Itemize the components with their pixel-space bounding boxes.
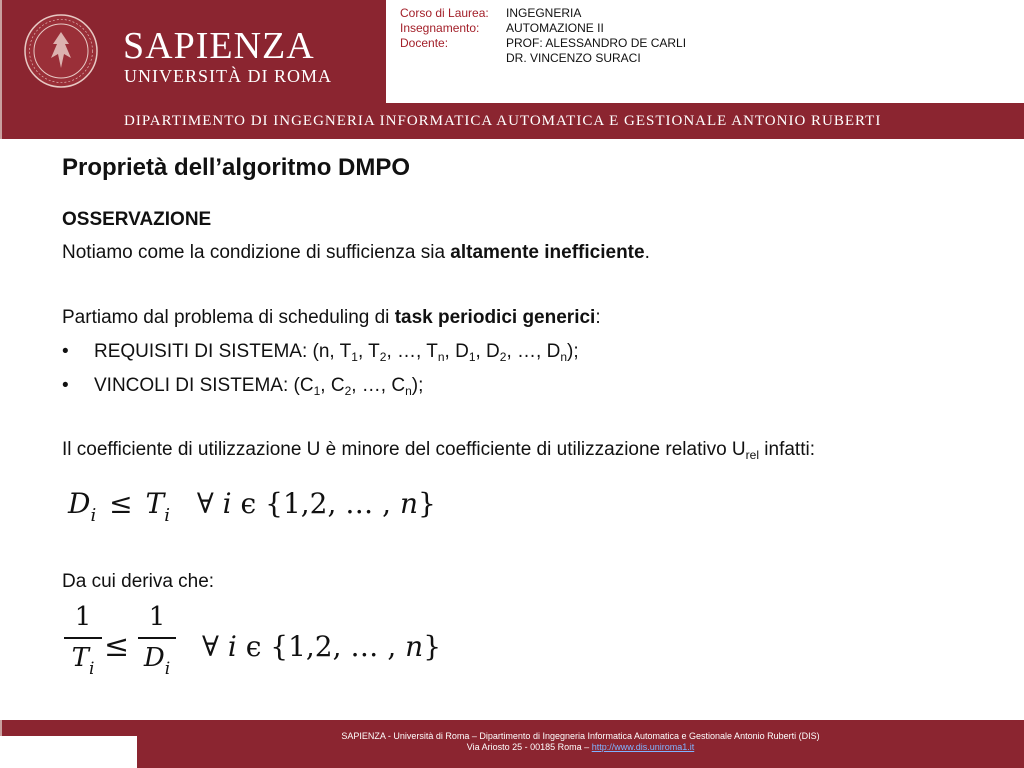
- course-info-row: [400, 51, 686, 66]
- subject-value: AUTOMAZIONE II: [506, 21, 604, 35]
- teacher-label-2: [400, 51, 506, 66]
- bullet-constraints-text: VINCOLI DI SISTEMA: ($C_1$, $C_2$, …, $C_n$);: [94, 375, 424, 398]
- slide-title: Proprietà dell’algoritmo DMPO: [62, 154, 411, 181]
- band-edge: [0, 103, 2, 139]
- university-name: SAPIENZA: [123, 25, 315, 67]
- course-info-row: [400, 6, 686, 21]
- fraction-one-over-t: 1 $T_i$: [64, 602, 102, 692]
- course-value: INGEGNERIA: [506, 6, 582, 20]
- footer-line-2: [137, 741, 1024, 753]
- paragraph-3: Il coefficiente di utilizzazione U è minore del coefficiente di utilizzazione relativo $U_{rel}$ infatti:: [62, 439, 815, 462]
- bullet-dot: •: [62, 341, 69, 362]
- header-logo-block: [0, 0, 386, 103]
- paragraph-2-end: :: [595, 307, 601, 328]
- footer-link[interactable]: http://www.dis.uniroma1.it: [591, 742, 695, 752]
- formula-quantifier: ∀ i ϵ {1,2, … , n}: [202, 630, 442, 663]
- paragraph-2: [62, 306, 601, 330]
- footer-line-1: SAPIENZA - Università di Roma – Dipartimento di Ingegneria Informatica Automatica e Gestionale Antonio Ruberti (DIS): [341, 731, 820, 741]
- teacher-value: PROF: ALESSANDRO DE CARLI: [506, 36, 687, 50]
- university-seal-icon: [24, 14, 98, 88]
- paragraph-1: [62, 241, 650, 265]
- department-band: [0, 103, 1024, 139]
- paragraph-4: Da cui deriva che:: [62, 571, 215, 592]
- footer-address: Via Ariosto 25 - 00185 Roma –: [466, 742, 592, 752]
- university-subtitle: UNIVERSITÀ DI ROMA: [124, 66, 332, 86]
- bullet-requirements-text: REQUISITI DI SISTEMA: (n, $T_1$, $T_2$, …, $T_n$, $D_1$, $D_2$, …, $D_n$);: [94, 341, 579, 364]
- bullet-dot: •: [62, 375, 69, 396]
- header-edge: [0, 0, 2, 103]
- department-name: DIPARTIMENTO DI INGEGNERIA INFORMATICA AUTOMATICA E GESTIONALE ANTONIO RUBERTI: [124, 113, 882, 129]
- course-label: Corso di Laurea:: [400, 6, 489, 20]
- footer-accent: [0, 720, 137, 736]
- paragraph-1-end: .: [644, 242, 650, 263]
- fraction-one-over-d: 1 $D_i$: [138, 602, 176, 692]
- paragraph-2-bold: task periodici generici: [394, 307, 596, 328]
- course-info-row: [400, 36, 686, 51]
- course-info-row: [400, 21, 686, 36]
- paragraph-2-text: Partiamo dal problema di scheduling di: [62, 307, 395, 328]
- footer: [137, 720, 1024, 768]
- teacher-label: Docente:: [400, 36, 449, 50]
- subject-label: Insegnamento:: [400, 21, 480, 35]
- formula-deadline-period: $D_i \le T_i$ ∀ i ϵ {1,2, … , n}: [68, 487, 436, 526]
- paragraph-1-text: Notiamo come la condizione di sufficienza sia: [62, 242, 451, 263]
- observation-heading: OSSERVAZIONE: [62, 209, 212, 230]
- teacher-value-2: DR. VINCENZO SURACI: [506, 51, 641, 65]
- footer-edge: [0, 720, 2, 736]
- course-info: [400, 6, 686, 66]
- paragraph-1-bold: altamente inefficiente: [450, 242, 645, 263]
- formula-operator: ≤: [104, 629, 130, 664]
